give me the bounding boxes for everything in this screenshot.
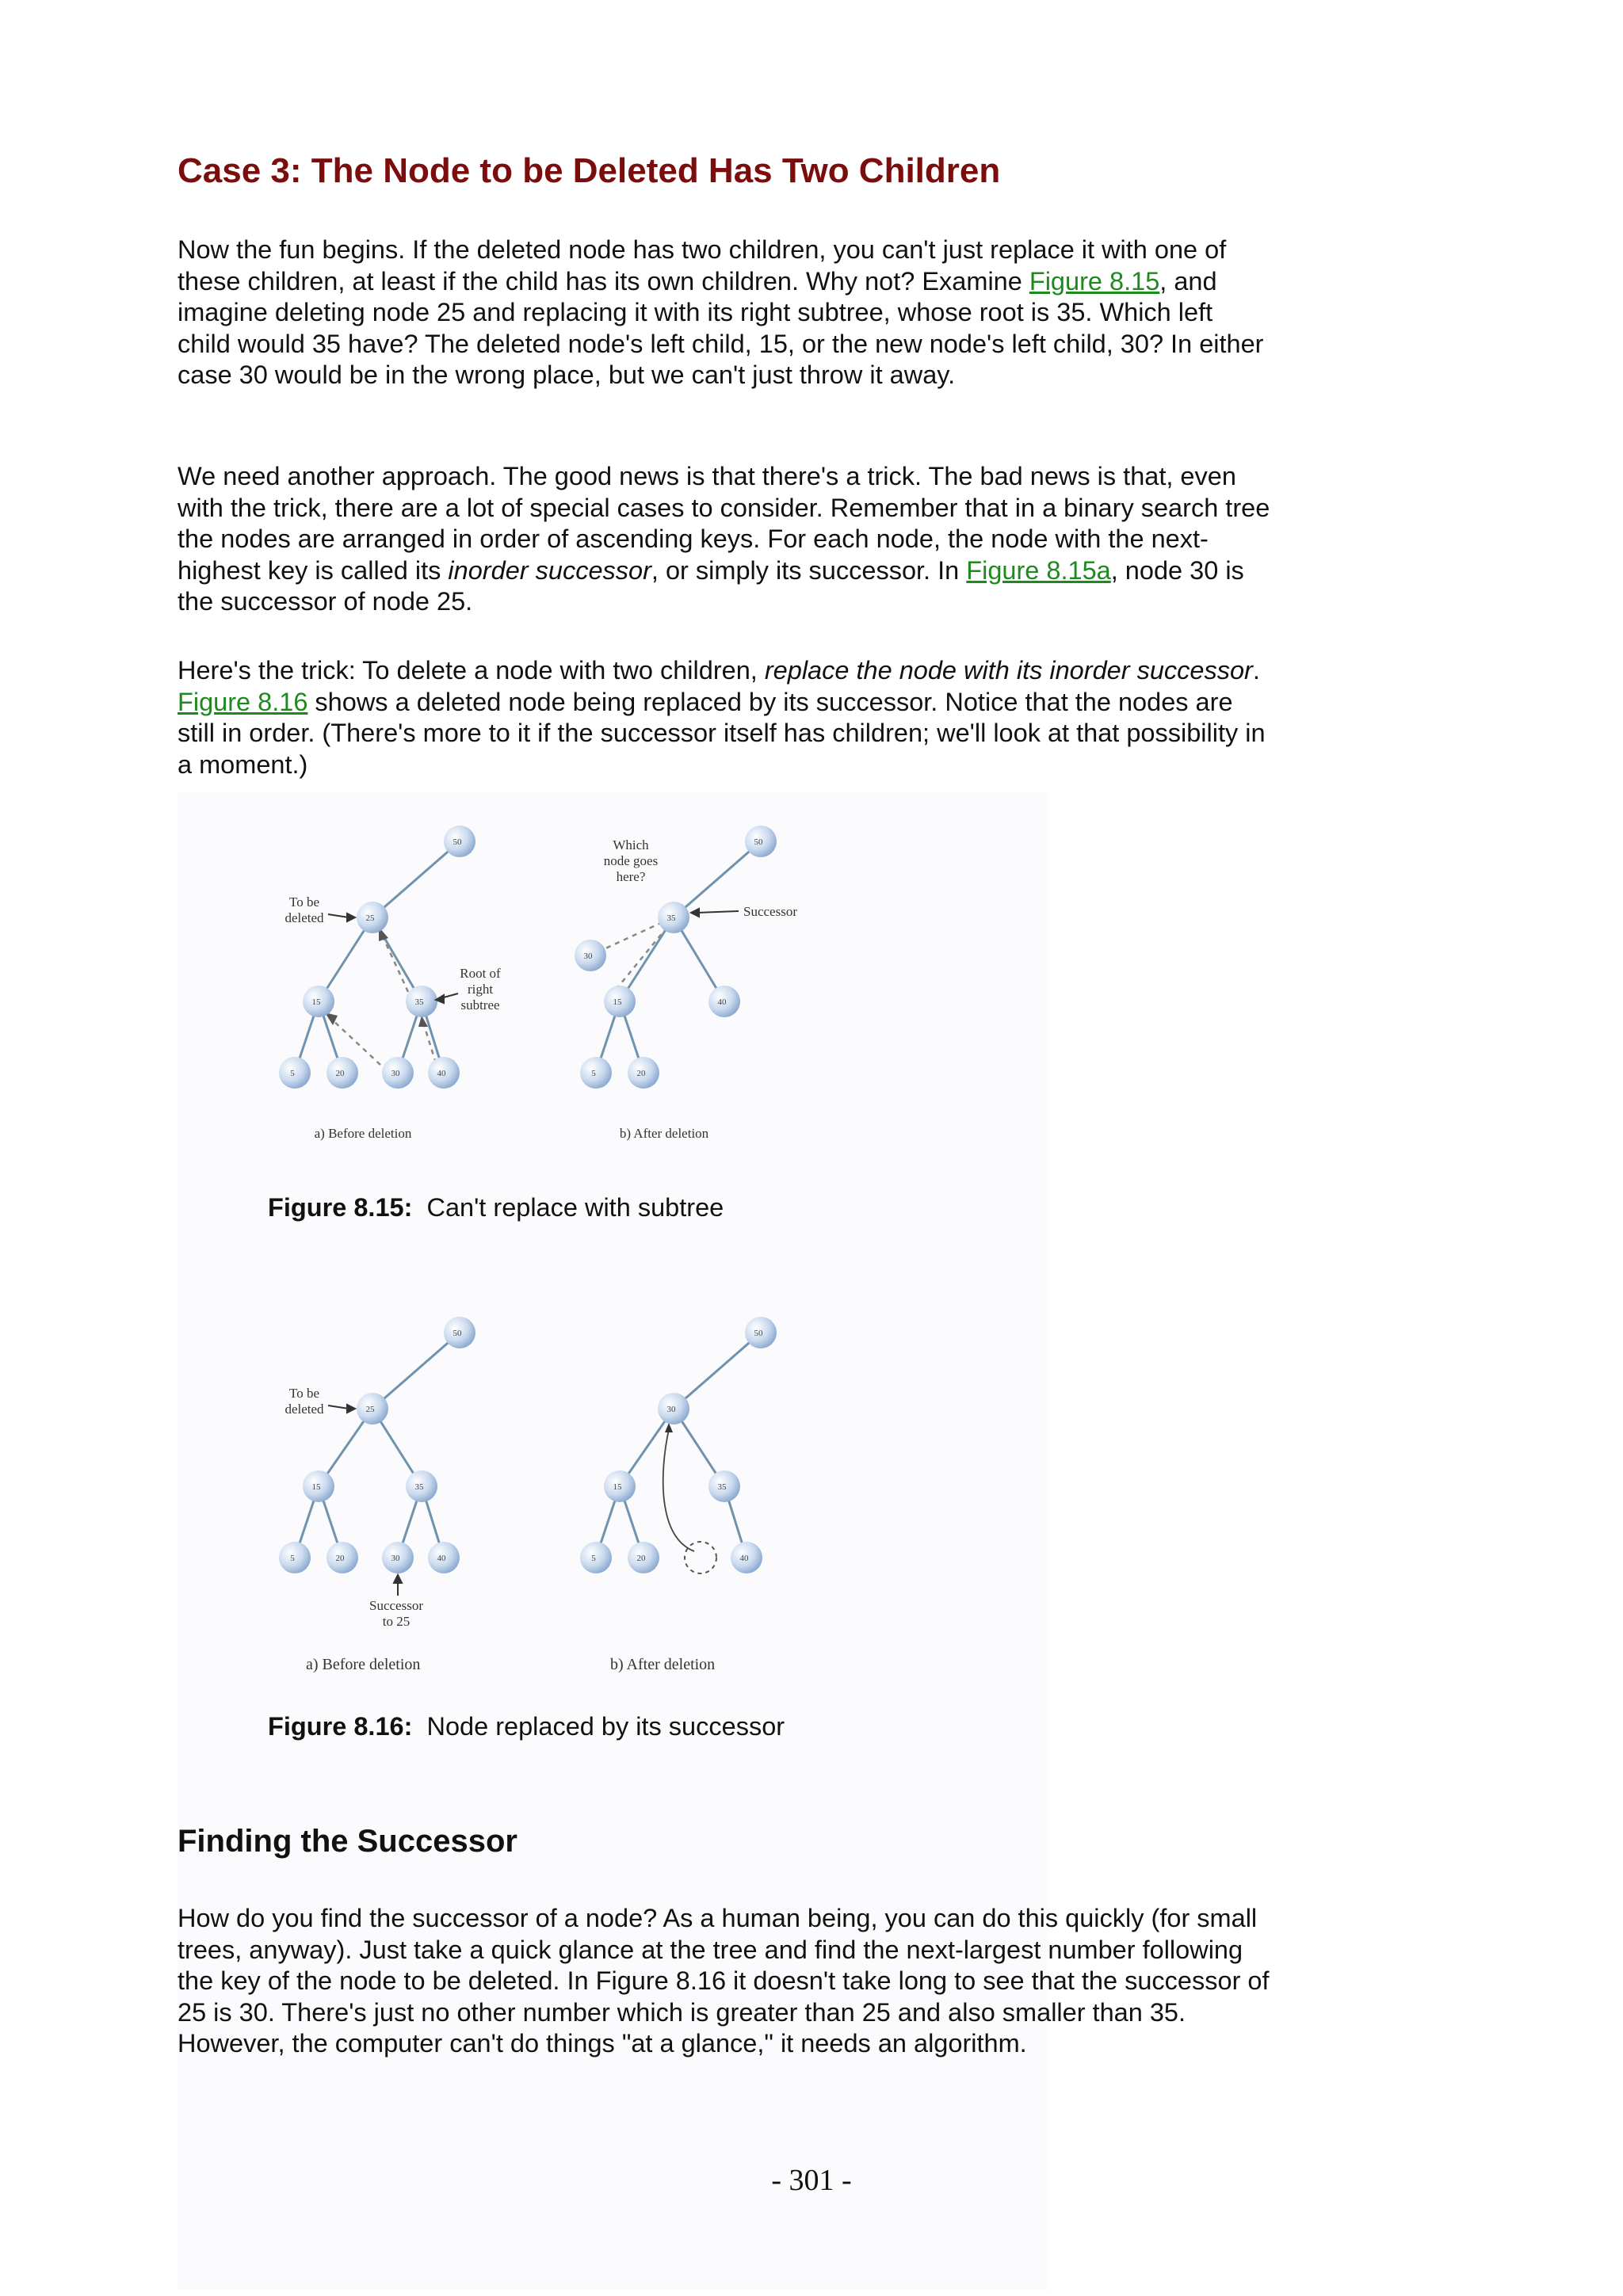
node-label: 50 — [754, 1329, 763, 1338]
paragraph-3 — [178, 655, 1271, 780]
annotation: right — [467, 982, 494, 997]
node-label: 40 — [437, 1069, 446, 1078]
node-label: 20 — [335, 1069, 345, 1078]
node-5 — [279, 1057, 311, 1089]
annotation: To be — [289, 894, 319, 910]
text: Now the fun begins. If the deleted node has two children, you can't just replace it with one of these children, at least if the child has its own children. Why not? Examine — [178, 235, 1227, 296]
node-label: 40 — [437, 1554, 446, 1563]
node-label: 35 — [666, 913, 676, 923]
figure-8-16-subcaptions — [268, 1656, 823, 1680]
annotation: Which — [613, 837, 649, 852]
node-label: 25 — [365, 1405, 375, 1414]
text: Here's the trick: To delete a node with two children, — [178, 656, 765, 685]
node-label: 5 — [290, 1554, 295, 1563]
link-figure-8-15a[interactable]: Figure 8.15a — [966, 555, 1111, 585]
subcaption: a) Before deletion — [314, 1126, 412, 1141]
text: , or simply its successor. In — [651, 555, 967, 585]
node-label: 50 — [754, 837, 763, 847]
node-label: 15 — [311, 1482, 321, 1492]
node-label: 5 — [591, 1069, 596, 1078]
subcaption: b) After deletion — [619, 1126, 709, 1141]
text: We need another approach. The good news is that there's a trick. The bad news is that, even with the trick, there are a lot of special cases to consider. Remember that in a binary search tree the nodes are arranged in order of ascending keys. For each node, the node with the next-highest key is called its — [178, 462, 1270, 585]
node-label: 15 — [613, 1482, 622, 1492]
node-5 — [580, 1057, 612, 1089]
page-number: - 301 - — [771, 2164, 852, 2197]
link-figure-8-15[interactable]: Figure 8.15 — [1029, 266, 1160, 296]
node-label: 15 — [311, 997, 321, 1007]
caption-text: Can't replace with subtree — [426, 1193, 724, 1222]
node-label: 35 — [414, 1482, 424, 1492]
text: . — [1252, 656, 1260, 685]
subcaption-b: b) After deletion — [610, 1656, 716, 1673]
annotation: Successor — [369, 1598, 423, 1613]
figure-label: Figure 8.16: — [268, 1712, 413, 1741]
link-figure-8-16[interactable]: Figure 8.16 — [178, 687, 308, 716]
figure-label: Figure 8.15: — [268, 1193, 413, 1222]
node-label: 20 — [335, 1554, 345, 1563]
tree-a-edges — [295, 841, 460, 1073]
figure-8-15-diagram — [254, 808, 824, 1141]
caption-text: Node replaced by its successor — [426, 1712, 785, 1741]
annotation: deleted — [285, 1402, 324, 1417]
annotation: Successor — [743, 904, 797, 919]
subcaption-a: a) Before deletion — [306, 1656, 421, 1673]
node-label: 30 — [391, 1554, 400, 1563]
node-label: 40 — [717, 997, 727, 1007]
node-label: 5 — [290, 1069, 295, 1078]
node-label: 30 — [583, 952, 593, 961]
node-label: 30 — [666, 1405, 676, 1414]
annotation: To be — [289, 1386, 319, 1401]
node-label: 50 — [453, 1329, 462, 1338]
annotation: Root of — [460, 966, 501, 981]
annotation: node goes — [603, 853, 659, 868]
node-label: 40 — [739, 1554, 749, 1563]
node-label: 20 — [636, 1554, 646, 1563]
node-5 — [580, 1542, 612, 1573]
tree-a-nodes — [279, 826, 475, 1089]
emphasis: replace the node with its inorder successor — [764, 656, 1253, 685]
node-label: 35 — [717, 1482, 727, 1492]
emphasis: inorder successor — [448, 555, 651, 585]
figure-8-15-caption — [268, 1193, 724, 1222]
subsection-heading: Finding the Successor — [178, 1824, 517, 1859]
text: , and imagine deleting node 25 and replacing it with its right subtree, whose root is 35. Which left child would 35 have? The deleted node's left child, 15, or the new node's left child, 30? In either case 30 would be in the wrong place, but we can't just throw it away. — [178, 266, 1264, 390]
annotation: deleted — [285, 910, 324, 925]
annotation: to 25 — [382, 1614, 411, 1629]
paragraph-4: How do you find the successor of a node? As a human being, you can do this quickly (for small trees, anyway). Just take a quick glance at the tree and find the next-largest number following the key of the node to be deleted. In Figure 8.16 it doesn't take long to see that the successor of 25 is 30. There's just no other number which is greater than 25 and also smaller than 35. However, the computer can't do things "at a glance," it needs an algorithm. — [178, 1904, 1270, 2058]
node-label: 50 — [453, 837, 462, 847]
node-label: 30 — [391, 1069, 400, 1078]
node-label: 20 — [636, 1069, 646, 1078]
node-label: 5 — [591, 1554, 596, 1563]
annotation: here? — [616, 869, 646, 884]
paragraph-2 — [178, 461, 1271, 618]
node-5 — [279, 1542, 311, 1573]
node-label: 25 — [365, 913, 375, 923]
text: shows a deleted node being replaced by its successor. Notice that the nodes are still in order. (There's more to it if the successor itself has children; we'll look at that possibility in a moment.) — [178, 687, 1266, 779]
node-label: 35 — [414, 997, 424, 1007]
text: , node 30 is the successor of node 25. — [178, 555, 1244, 616]
empty-node-placeholder — [685, 1542, 716, 1573]
annotation: subtree — [460, 997, 500, 1013]
section-heading: Case 3: The Node to be Deleted Has Two Children — [178, 151, 1001, 190]
figure-8-16-diagram — [254, 1299, 824, 1632]
node-label: 15 — [613, 997, 622, 1007]
paragraph-1 — [178, 235, 1271, 391]
figure-8-16-caption — [268, 1712, 785, 1741]
